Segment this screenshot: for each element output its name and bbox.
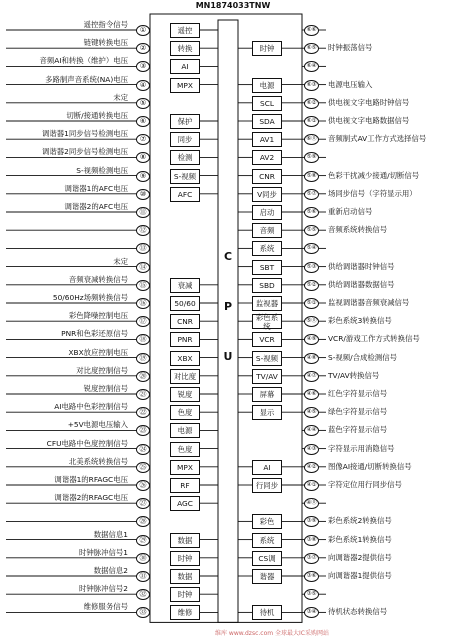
right-pin-label: 色彩干扰减少接通/切断信号 bbox=[328, 170, 420, 180]
right-pin-number: ⑤⑦ bbox=[304, 189, 319, 200]
left-pin-label: XBX放应控制电压 bbox=[68, 347, 128, 357]
right-pin-number: ⑤⑥ bbox=[304, 207, 319, 218]
left-pin-label: 未定 bbox=[113, 92, 128, 102]
right-function-block: 彩色系统 bbox=[252, 314, 282, 329]
left-function-block: 转换 bbox=[170, 41, 200, 56]
right-function-block: VCR bbox=[252, 332, 282, 347]
right-pin-number: ⑥② bbox=[304, 98, 319, 109]
right-pin-number: ⑥⓪ bbox=[304, 134, 319, 145]
left-pin-number: ⑰ bbox=[136, 316, 150, 327]
left-pin-number: ⑨ bbox=[136, 171, 150, 182]
left-pin-label: 数据信息1 bbox=[93, 529, 128, 539]
left-pin-number: ⑫ bbox=[136, 225, 150, 236]
right-pin-label: S-视频/合成检测信号 bbox=[328, 352, 397, 362]
left-pin-number: ㉓ bbox=[136, 425, 150, 436]
left-pin-number: ③ bbox=[136, 61, 150, 72]
left-pin-label: 链键转换电压 bbox=[83, 38, 128, 48]
right-pin-number: ⑤⑤ bbox=[304, 225, 319, 236]
right-function-block: SBT bbox=[252, 260, 282, 275]
left-pin-label: AI电路中色彩控制信号 bbox=[54, 402, 128, 412]
left-pin-label: 彩色降噪控制电压 bbox=[68, 311, 128, 321]
left-pin-label: 调谐器1的RFAGC电压 bbox=[54, 475, 128, 484]
left-pin-label: 多路制声音系统(NA)电压 bbox=[45, 74, 128, 84]
right-pin-number: ⑥⑤ bbox=[304, 43, 319, 54]
left-function-block: 时钟 bbox=[170, 551, 200, 566]
left-pin-number: ㉛ bbox=[136, 571, 150, 582]
left-pin-number: ㉕ bbox=[136, 462, 150, 473]
right-function-block: V同步 bbox=[252, 187, 282, 202]
right-function-block: 系统 bbox=[252, 241, 282, 256]
left-pin-label: 未定 bbox=[113, 256, 128, 266]
right-pin-label: TV/AV转换信号 bbox=[328, 370, 380, 380]
right-function-block: 谐器 bbox=[252, 569, 282, 584]
right-function-block: SCL bbox=[252, 96, 282, 111]
left-pin-label: 时钟脉冲信号2 bbox=[78, 584, 128, 594]
left-pin-label: 调谐器2的AFC电压 bbox=[64, 202, 128, 211]
right-pin-label: 音频系统转换信号 bbox=[328, 225, 388, 235]
cpu-letter: P bbox=[223, 300, 233, 313]
right-function-block: 音频 bbox=[252, 223, 282, 238]
left-pin-number: ⑪ bbox=[136, 207, 150, 218]
left-pin-number: ⑮ bbox=[136, 280, 150, 291]
right-pin-number: ③⑨ bbox=[304, 516, 319, 527]
left-function-block: AI bbox=[170, 59, 200, 74]
left-pin-number: ㉙ bbox=[136, 535, 150, 546]
left-function-block: 维修 bbox=[170, 605, 200, 620]
left-function-block: XBX bbox=[170, 351, 200, 366]
right-function-block: 彩色 bbox=[252, 514, 282, 529]
right-function-block: 启动 bbox=[252, 205, 282, 220]
right-pin-label: 监视调谐器音频衰减信号 bbox=[328, 298, 410, 307]
left-pin-label: 遥控指令信号 bbox=[83, 20, 128, 29]
right-pin-label: 电源电压输入 bbox=[328, 79, 373, 89]
right-pin-label: VCR/游戏工作方式转换信号 bbox=[328, 334, 420, 344]
right-pin-number: ⑤① bbox=[304, 298, 319, 309]
right-pin-number: ④⑦ bbox=[304, 371, 319, 382]
left-pin-label: +5V电源电压输入 bbox=[67, 420, 128, 430]
right-function-block: SDA bbox=[252, 114, 282, 129]
right-pin-label: 向调谐器2提供信号 bbox=[328, 552, 392, 562]
right-function-block: SBD bbox=[252, 278, 282, 293]
left-function-block: 对比度 bbox=[170, 369, 200, 384]
right-function-block: S-视频 bbox=[252, 351, 282, 366]
left-function-block: 色度 bbox=[170, 405, 200, 420]
right-function-block: 屏幕 bbox=[252, 387, 282, 402]
left-pin-label: 维修服务信号 bbox=[83, 602, 128, 612]
right-pin-number: ④⑤ bbox=[304, 407, 319, 418]
left-pin-number: ⑭ bbox=[136, 262, 150, 273]
right-pin-number: ③⑦ bbox=[304, 553, 319, 564]
right-function-block: 监视器 bbox=[252, 296, 282, 311]
left-function-block: 时钟 bbox=[170, 587, 200, 602]
left-pin-number: ② bbox=[136, 43, 150, 54]
left-pin-number: ㉑ bbox=[136, 389, 150, 400]
right-function-block: 待机 bbox=[252, 605, 282, 620]
cpu-letter: U bbox=[223, 350, 233, 363]
right-pin-label: 红色字符显示信号 bbox=[328, 389, 388, 398]
right-function-block: 时钟 bbox=[252, 41, 282, 56]
left-pin-number: ⑦ bbox=[136, 134, 150, 145]
right-pin-number: ④⑥ bbox=[304, 389, 319, 400]
right-pin-number: ④① bbox=[304, 480, 319, 491]
right-pin-number: ③⑧ bbox=[304, 535, 319, 546]
left-pin-number: ㉔ bbox=[136, 444, 150, 455]
right-pin-number: ⑤⑨ bbox=[304, 152, 319, 163]
left-function-block: 50/60 bbox=[170, 296, 200, 311]
left-pin-number: ⑧ bbox=[136, 152, 150, 163]
right-function-block: CNR bbox=[252, 169, 282, 184]
right-pin-number: ④③ bbox=[304, 444, 319, 455]
left-pin-number: ㉝ bbox=[136, 607, 150, 618]
left-pin-label: 数据信息2 bbox=[93, 566, 128, 575]
left-function-block: PNR bbox=[170, 332, 200, 347]
left-function-block: 锐度 bbox=[170, 387, 200, 402]
left-pin-number: ⑥ bbox=[136, 116, 150, 127]
right-pin-label: 待机状态转换信号 bbox=[328, 607, 388, 617]
left-pin-number: ⑬ bbox=[136, 243, 150, 254]
right-pin-label: 供电视文字电路数据信号 bbox=[328, 116, 410, 125]
left-pin-number: ㉜ bbox=[136, 589, 150, 600]
left-pin-label: 调谐器2同步信号检测电压 bbox=[41, 147, 128, 157]
right-pin-label: 时钟振荡信号 bbox=[328, 43, 373, 53]
left-pin-label: 音频AI和转换（维护）电压 bbox=[39, 56, 128, 66]
left-pin-label: 50/60Hz场频转换信号 bbox=[52, 293, 128, 302]
right-pin-number: ③④ bbox=[304, 607, 319, 618]
left-function-block: AGC bbox=[170, 496, 200, 511]
left-pin-number: ⑤ bbox=[136, 98, 150, 109]
right-pin-label: 绿色字符显示信号 bbox=[328, 407, 388, 417]
right-pin-number: ⑤⓪ bbox=[304, 316, 319, 327]
left-pin-number: ④ bbox=[136, 80, 150, 91]
left-pin-number: ⑲ bbox=[136, 353, 150, 364]
right-pin-number: ④② bbox=[304, 462, 319, 473]
left-pin-number: ㉖ bbox=[136, 480, 150, 491]
left-pin-label: 调谐器2的RFAGC电压 bbox=[54, 493, 128, 503]
right-pin-number: ④⑧ bbox=[304, 353, 319, 364]
right-pin-label: 图像AI接通/切断转换信号 bbox=[328, 461, 412, 471]
right-function-block: AI bbox=[252, 460, 282, 475]
left-pin-label: PNR和色彩还原信号 bbox=[61, 329, 128, 339]
right-pin-number: ⑥① bbox=[304, 116, 319, 127]
left-pin-number: ㉗ bbox=[136, 498, 150, 509]
left-function-block: CNR bbox=[170, 314, 200, 329]
left-pin-number: ㉚ bbox=[136, 553, 150, 564]
left-pin-number: ㉘ bbox=[136, 516, 150, 527]
right-pin-label: 彩色系统3转换信号 bbox=[328, 316, 392, 326]
right-pin-number: ④④ bbox=[304, 425, 319, 436]
left-function-block: 色度 bbox=[170, 442, 200, 457]
right-pin-number: ⑤② bbox=[304, 280, 319, 291]
left-pin-label: 调谐器1同步信号检测电压 bbox=[41, 129, 128, 139]
left-function-block: 遥控 bbox=[170, 23, 200, 38]
left-pin-label: 锐度控制信号 bbox=[83, 384, 128, 393]
right-pin-label: 重新启动信号 bbox=[328, 207, 373, 216]
left-function-block: 数据 bbox=[170, 533, 200, 548]
right-pin-label: 音频制式AV工作方式选择信号 bbox=[328, 134, 427, 144]
left-pin-number: ⑳ bbox=[136, 371, 150, 382]
right-function-block: 系统 bbox=[252, 533, 282, 548]
right-function-block: 行同步 bbox=[252, 478, 282, 493]
left-function-block: RF bbox=[170, 478, 200, 493]
right-pin-number: ④⑨ bbox=[304, 334, 319, 345]
right-pin-number: ⑥④ bbox=[304, 61, 319, 72]
right-pin-label: 供给调谐器数据信号 bbox=[328, 279, 395, 289]
left-pin-number: ⑯ bbox=[136, 298, 150, 309]
left-function-block: 保护 bbox=[170, 114, 200, 129]
watermark: 维库 www.dzsc.com 全球最大IC采购网站 bbox=[215, 630, 329, 637]
cpu-letter: C bbox=[223, 250, 233, 263]
left-function-block: S-视频 bbox=[170, 169, 200, 184]
right-pin-number: ③⑤ bbox=[304, 589, 319, 600]
right-function-block: 电源 bbox=[252, 78, 282, 93]
right-pin-number: ⑤⑧ bbox=[304, 171, 319, 182]
left-function-block: AFC bbox=[170, 187, 200, 202]
right-pin-number: ④⓪ bbox=[304, 498, 319, 509]
right-function-block: TV/AV bbox=[252, 369, 282, 384]
right-pin-label: 彩色系统2转换信号 bbox=[328, 516, 392, 526]
right-pin-label: 蓝色字符显示信号 bbox=[328, 425, 388, 435]
right-pin-number: ⑤④ bbox=[304, 243, 319, 254]
chip-outline bbox=[218, 20, 238, 622]
left-pin-number: ① bbox=[136, 25, 150, 36]
left-function-block: 检测 bbox=[170, 150, 200, 165]
right-pin-number: ⑤③ bbox=[304, 262, 319, 273]
right-pin-label: 字符定位用行同步信号 bbox=[328, 480, 402, 489]
left-pin-number: ⑱ bbox=[136, 334, 150, 345]
left-pin-number: ⑩ bbox=[136, 189, 150, 200]
right-pin-label: 向调谐器1提供信号 bbox=[328, 571, 392, 580]
right-function-block: 显示 bbox=[252, 405, 282, 420]
right-pin-label: 供电视文字电路时钟信号 bbox=[328, 97, 410, 107]
chip-title: MN1874033TNW bbox=[195, 1, 271, 10]
right-pin-label: 彩色系统1转换信号 bbox=[328, 534, 392, 544]
left-pin-label: 对比度控制信号 bbox=[76, 365, 128, 375]
right-pin-label: 场同步信号（字符显示用） bbox=[328, 188, 417, 198]
right-function-block: CS调 bbox=[252, 551, 282, 566]
right-function-block: AV1 bbox=[252, 132, 282, 147]
left-function-block: 衰减 bbox=[170, 278, 200, 293]
left-pin-label: S-视频检测电压 bbox=[76, 165, 128, 175]
right-pin-number: ③⑥ bbox=[304, 571, 319, 582]
left-pin-label: 时钟脉冲信号1 bbox=[78, 547, 128, 557]
left-pin-label: 北美系统转换信号 bbox=[68, 456, 128, 466]
right-pin-number: ⑥③ bbox=[304, 80, 319, 91]
left-pin-label: CFU电路中色度控制信号 bbox=[46, 438, 128, 448]
left-pin-number: ㉒ bbox=[136, 407, 150, 418]
left-pin-label: 切断/接通转换电压 bbox=[66, 111, 128, 120]
right-function-block: AV2 bbox=[252, 150, 282, 165]
right-pin-label: 供给调谐器时钟信号 bbox=[328, 261, 395, 271]
left-function-block: MPX bbox=[170, 78, 200, 93]
right-pin-number: ⑥⑥ bbox=[304, 25, 319, 36]
right-pin-label: 字符显示用消隐信号 bbox=[328, 443, 395, 453]
left-pin-label: 音频衰减转换信号 bbox=[68, 274, 128, 284]
left-function-block: 同步 bbox=[170, 132, 200, 147]
left-function-block: MPX bbox=[170, 460, 200, 475]
left-function-block: 电源 bbox=[170, 423, 200, 438]
left-function-block: 数据 bbox=[170, 569, 200, 584]
left-pin-label: 调谐器1的AFC电压 bbox=[64, 183, 128, 193]
